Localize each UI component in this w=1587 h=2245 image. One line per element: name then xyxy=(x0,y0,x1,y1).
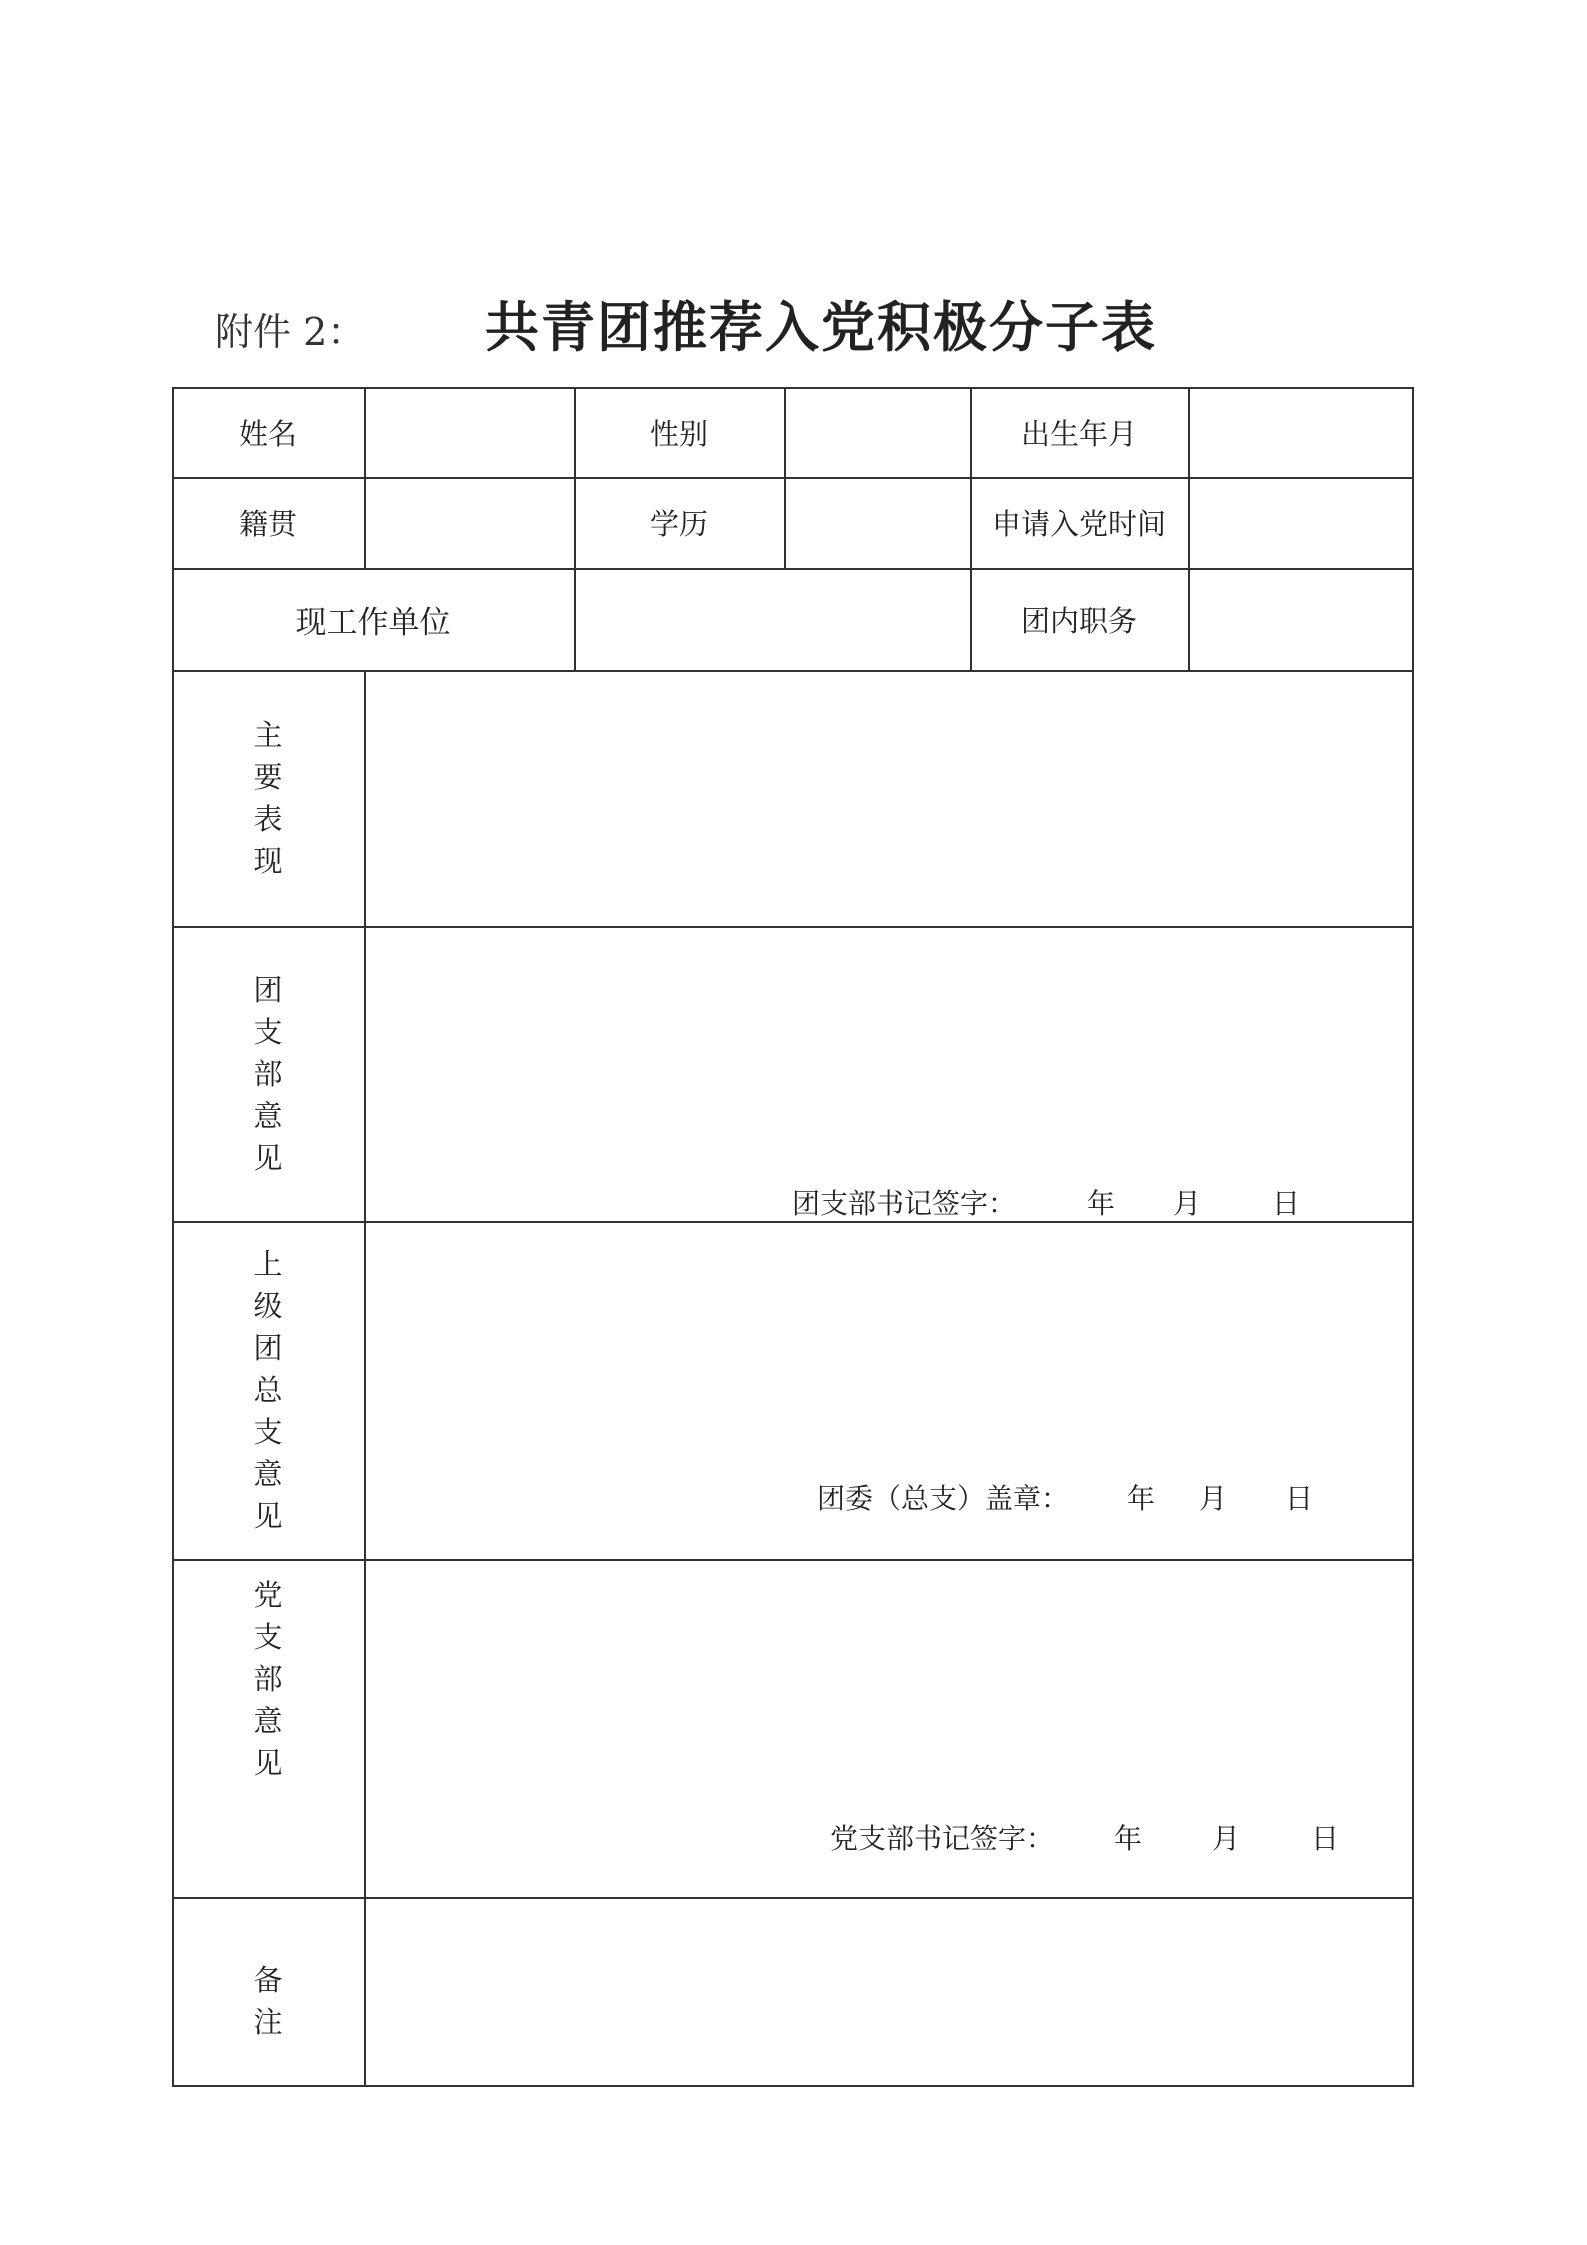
party-opinion-char: 支 xyxy=(253,1620,283,1654)
name-label: 姓名 xyxy=(238,416,297,451)
branch-opinion-char: 见 xyxy=(253,1140,283,1175)
league-post-field[interactable] xyxy=(1190,570,1410,668)
page-title: 共青团推荐入党积极分子表 xyxy=(485,296,1157,359)
party-year-label: 年 xyxy=(1114,1822,1143,1855)
work-unit-field[interactable] xyxy=(576,570,968,668)
table-border-right xyxy=(1412,387,1414,2087)
branch-opinion-char: 意 xyxy=(253,1098,283,1133)
superior-opinion-char: 团 xyxy=(253,1331,283,1365)
performance-char: 要 xyxy=(253,760,283,794)
performance-field[interactable] xyxy=(366,672,1410,924)
branch-month-label: 月 xyxy=(1173,1187,1202,1220)
birth-label: 出生年月 xyxy=(1020,416,1137,451)
branch-day-label: 日 xyxy=(1272,1187,1301,1220)
league-post-label: 团内职务 xyxy=(1020,603,1137,638)
superior-opinion-char: 总 xyxy=(253,1373,283,1407)
remarks-char: 注 xyxy=(253,2005,283,2039)
superior-opinion-char: 见 xyxy=(253,1499,283,1533)
branch-year-label: 年 xyxy=(1087,1187,1116,1220)
committee-month-label: 月 xyxy=(1199,1482,1228,1515)
performance-char: 主 xyxy=(253,718,283,752)
performance-char: 现 xyxy=(253,844,283,878)
work-unit-label: 现工作单位 xyxy=(295,604,451,641)
gender-field[interactable] xyxy=(786,389,968,475)
education-field[interactable] xyxy=(786,479,968,566)
branch-opinion-field[interactable] xyxy=(366,928,1410,1219)
apply-time-label: 申请入党时间 xyxy=(991,507,1166,541)
form-header xyxy=(0,285,1587,365)
name-field[interactable] xyxy=(366,389,572,475)
origin-field[interactable] xyxy=(366,479,572,566)
superior-opinion-label xyxy=(172,1221,364,1559)
party-secretary-signature-label: 党支部书记签字： xyxy=(830,1822,1055,1855)
party-opinion-char: 意 xyxy=(253,1704,283,1738)
performance-char: 表 xyxy=(253,802,283,836)
birth-field[interactable] xyxy=(1190,389,1410,475)
education-label: 学历 xyxy=(649,507,708,541)
apply-time-field[interactable] xyxy=(1190,479,1410,566)
superior-opinion-char: 支 xyxy=(253,1415,283,1449)
committee-seal-label: 团委（总支）盖章： xyxy=(817,1482,1070,1515)
branch-opinion-label xyxy=(172,926,364,1221)
superior-opinion-char: 级 xyxy=(253,1289,283,1323)
performance-label xyxy=(172,670,364,926)
committee-day-label: 日 xyxy=(1285,1482,1314,1515)
branch-secretary-signature-label: 团支部书记签字： xyxy=(792,1187,1017,1220)
superior-opinion-char: 意 xyxy=(253,1457,283,1491)
party-opinion-char: 党 xyxy=(253,1578,283,1612)
party-opinion-label xyxy=(172,1559,364,1799)
committee-year-label: 年 xyxy=(1127,1482,1156,1515)
gender-label: 性别 xyxy=(649,416,708,451)
attachment-label: 附件 2： xyxy=(215,310,366,354)
application-form-table xyxy=(172,387,1414,2087)
remarks-char: 备 xyxy=(253,1963,283,1997)
origin-label: 籍贯 xyxy=(238,507,297,541)
remarks-field[interactable] xyxy=(366,1899,1410,2083)
party-day-label: 日 xyxy=(1311,1822,1340,1855)
table-border-bottom xyxy=(172,2085,1414,2087)
branch-opinion-char: 部 xyxy=(253,1056,283,1091)
party-opinion-char: 见 xyxy=(253,1746,283,1780)
remarks-label xyxy=(172,1897,364,2085)
party-month-label: 月 xyxy=(1212,1822,1241,1855)
branch-opinion-char: 支 xyxy=(253,1014,283,1049)
branch-opinion-char: 团 xyxy=(253,972,283,1007)
party-opinion-char: 部 xyxy=(253,1662,283,1696)
superior-opinion-char: 上 xyxy=(253,1247,283,1281)
